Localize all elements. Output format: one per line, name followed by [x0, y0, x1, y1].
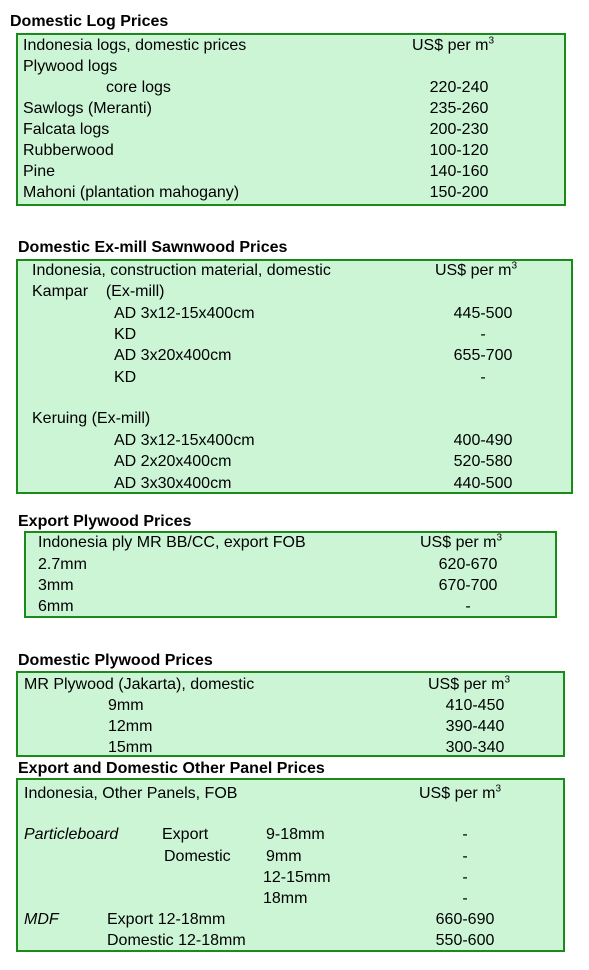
table-header-label: Indonesia, construction material, domestic — [32, 262, 331, 279]
row-size: 18mm — [263, 890, 308, 907]
row-label: Pine — [23, 163, 56, 180]
unit-header: US$ per $m^3$ — [435, 260, 518, 279]
export-label: Export — [162, 826, 209, 843]
row-value: 300-340 — [445, 739, 505, 756]
row-value: 100-120 — [429, 142, 489, 159]
row-label: 2.7mm — [38, 556, 87, 573]
row-label: AD 3x12-15x400cm — [114, 305, 255, 322]
row-value: 440-500 — [453, 475, 513, 492]
row-size: 9-18mm — [266, 826, 325, 843]
row-size: 9mm — [266, 848, 302, 865]
row-value: 550-600 — [435, 932, 495, 949]
row-label: Sawlogs (Meranti) — [23, 100, 152, 117]
sawnwood-table — [16, 259, 573, 494]
group-label: Keruing (Ex-mill) — [32, 410, 151, 427]
table-header-label: MR Plywood (Jakarta), domestic — [24, 676, 255, 693]
table-header-label: Indonesia, Other Panels, FOB — [24, 785, 238, 802]
other-panel-table — [16, 778, 565, 952]
row-label: Domestic 12-18mm — [107, 932, 246, 949]
row-value: 655-700 — [453, 347, 513, 364]
row-label: Export 12-18mm — [107, 911, 226, 928]
row-label: KD — [114, 326, 137, 343]
row-label: core logs — [106, 79, 171, 96]
row-value: 520-580 — [453, 453, 513, 470]
row-label: AD 3x30x400cm — [114, 475, 232, 492]
row-value: 620-670 — [438, 556, 498, 573]
unit-header: US$ per $m^3$ — [428, 674, 511, 693]
row-value: 670-700 — [438, 577, 498, 594]
row-value: 390-440 — [445, 718, 505, 735]
row-label: 15mm — [108, 739, 153, 756]
row-label: AD 3x12-15x400cm — [114, 432, 255, 449]
export-plywood-title: Export Plywood Prices — [18, 513, 192, 530]
group-label: Kampar (Ex-mill) — [32, 283, 165, 300]
row-label: 9mm — [108, 697, 144, 714]
row-value: 445-500 — [453, 305, 513, 322]
row-value: - — [462, 890, 468, 907]
unit-header: US$ per $m^3$ — [412, 35, 495, 54]
domestic-plywood-table — [16, 671, 565, 757]
row-value: 140-160 — [429, 163, 489, 180]
row-label: 3mm — [38, 577, 74, 594]
row-label: AD 3x20x400cm — [114, 347, 232, 364]
export-plywood-table — [24, 531, 557, 618]
table-header-label: Indonesia logs, domestic prices — [23, 37, 247, 54]
row-value: 220-240 — [429, 79, 489, 96]
unit-header: US$ per $m^3$ — [419, 783, 502, 802]
particleboard-label: Particleboard — [24, 826, 119, 843]
domestic-plywood-title: Domestic Plywood Prices — [18, 652, 213, 669]
row-value: 200-230 — [429, 121, 489, 138]
domestic-label: Domestic — [164, 848, 231, 865]
row-value: 150-200 — [429, 184, 489, 201]
row-label: AD 2x20x400cm — [114, 453, 232, 470]
row-value: 660-690 — [435, 911, 495, 928]
row-label: 12mm — [108, 718, 153, 735]
table-header-label: Indonesia ply MR BB/CC, export FOB — [38, 534, 306, 551]
domestic-log-title: Domestic Log Prices — [10, 13, 169, 30]
row-value: - — [480, 326, 486, 343]
domestic-log-table — [16, 33, 566, 206]
other-panel-title: Export and Domestic Other Panel Prices — [18, 760, 325, 777]
row-value: - — [462, 826, 468, 843]
group-label: Plywood logs — [23, 58, 118, 75]
sawnwood-title: Domestic Ex-mill Sawnwood Prices — [18, 239, 288, 256]
row-value: - — [465, 598, 471, 615]
row-label: KD — [114, 369, 137, 386]
unit-header: US$ per $m^3$ — [420, 532, 503, 551]
row-size: 12-15mm — [263, 869, 331, 886]
row-value: - — [480, 369, 486, 386]
row-value: - — [462, 869, 468, 886]
row-label: Rubberwood — [23, 142, 114, 159]
row-label: Mahoni (plantation mahogany) — [23, 184, 240, 201]
row-label: Falcata logs — [23, 121, 110, 138]
row-value: 410-450 — [445, 697, 505, 714]
mdf-label: MDF — [24, 911, 59, 928]
row-value: 400-490 — [453, 432, 513, 449]
row-label: 6mm — [38, 598, 74, 615]
row-value: 235-260 — [429, 100, 489, 117]
row-value: - — [462, 848, 468, 865]
